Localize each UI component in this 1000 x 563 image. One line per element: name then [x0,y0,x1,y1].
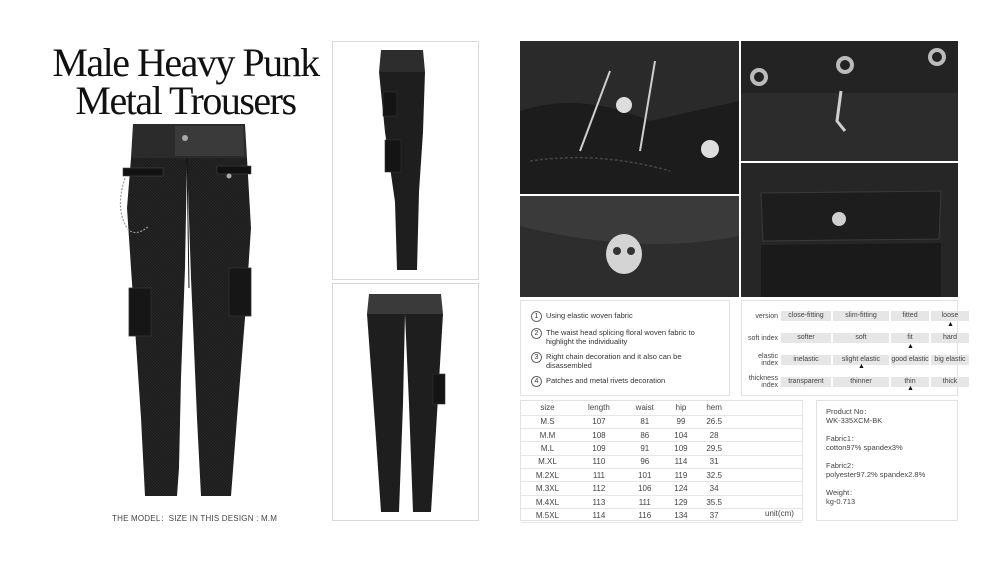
index-option: slim-fitting [833,311,889,321]
size-chart-spacer [732,428,802,441]
size-chart-cell: M.5XL [521,509,574,522]
side-view-frame [332,41,479,280]
size-chart-cell: 110 [574,455,624,468]
index-option: transparent [781,377,831,387]
size-chart-row [521,415,802,428]
product-number [826,407,948,425]
size-chart-cell: 26.5 [696,415,732,428]
weight-label: Weight： [826,488,857,497]
size-chart [520,400,803,521]
size-chart-column-header: waist [624,401,666,415]
size-chart-cell: 28 [696,428,732,441]
size-chart-cell: M.L [521,442,574,455]
size-chart-cell: 134 [666,509,697,522]
index-option: big elastic [931,355,969,365]
index-option: good elastic [891,356,929,363]
size-chart-cell: 91 [624,442,666,455]
size-chart-spacer [732,482,802,495]
detail-photo-safety-pins [520,41,739,194]
size-chart-cell: 114 [666,455,697,468]
product-info-panel [816,400,958,521]
size-chart-cell: M.S [521,415,574,428]
size-chart-cell: M.3XL [521,482,574,495]
index-row-label: thickness index [748,375,778,389]
size-chart-spacer [732,415,802,428]
back-view-photo [333,284,478,520]
size-chart-spacer [732,442,802,455]
size-chart-cell: M.M [521,428,574,441]
size-chart-cell: 81 [624,415,666,428]
index-option: slight elastic [833,355,889,365]
size-chart-cell: M.4XL [521,495,574,508]
index-row [746,333,971,343]
index-selected-marker-icon: ▲ [907,343,914,350]
size-chart-row [521,442,802,455]
front-view-photo [105,118,265,506]
size-chart-row [521,509,802,522]
index-row [746,311,971,321]
product-title [38,40,333,123]
size-chart-cell: 107 [574,415,624,428]
index-option: hard [931,333,969,343]
feature-item [531,328,719,346]
feature-text: Using elastic woven fabric [546,311,633,320]
feature-text: Right chain decoration and it also can be disassembled [546,352,682,370]
size-chart-unit: unit(cm) [765,509,794,518]
size-chart-row [521,428,802,441]
size-chart-cell: 99 [666,415,697,428]
size-chart-cell: 129 [666,495,697,508]
feature-list [520,300,730,396]
feature-item [531,352,719,370]
size-chart-column-header: length [574,401,624,415]
fabric-2-value: polyester97.2% spandex2.8% [826,470,926,479]
product-number-value: WK-335XCM-BK [826,416,883,425]
size-chart-cell: 37 [696,509,732,522]
index-option: fit [891,333,929,343]
index-selected-marker-icon: ▲ [947,321,954,328]
size-chart-row [521,495,802,508]
feature-text: The waist head splicing floral woven fabric to highlight the individuality [546,328,695,346]
size-chart-cell: 101 [624,469,666,482]
index-option: close-fitting [781,311,831,321]
feature-number-badge: 3 [531,352,542,363]
size-chart-cell: 111 [624,495,666,508]
size-chart-cell: M.XL [521,455,574,468]
size-chart-spacer [732,495,802,508]
size-chart-spacer [732,401,802,415]
index-option: inelastic [781,355,831,365]
index-option: softer [781,333,831,343]
size-chart-cell: 96 [624,455,666,468]
feature-text: Patches and metal rivets decoration [546,376,666,385]
size-chart-cell: 31 [696,455,732,468]
index-option: thin [891,377,929,387]
index-option: fitted [891,311,929,321]
back-view-frame [332,283,479,521]
product-title-line-2: Metal Trousers [75,78,296,123]
size-chart-cell: 106 [624,482,666,495]
size-chart-cell: 109 [666,442,697,455]
weight-value: kg-0.713 [826,497,856,506]
size-chart-cell: 32.5 [696,469,732,482]
size-chart-cell: 112 [574,482,624,495]
size-chart-cell: 29.5 [696,442,732,455]
size-chart-column-header: size [521,401,574,415]
weight [826,488,948,506]
size-chart-column-header: hem [696,401,732,415]
size-chart-row [521,469,802,482]
size-chart-cell: 124 [666,482,697,495]
size-chart-cell: 86 [624,428,666,441]
size-chart-row [521,482,802,495]
size-chart-cell: 116 [624,509,666,522]
index-option: thick [931,377,969,387]
fabric-index-panel [741,300,966,396]
index-row [746,375,971,389]
size-chart-spacer [732,455,802,468]
size-chart-header-row [521,401,802,415]
size-chart-spacer [732,469,802,482]
size-chart-cell: 104 [666,428,697,441]
feature-item [531,311,719,322]
fabric-1-label: Fabric1： [826,434,859,443]
model-size-caption: THE MODEL：SIZE IN THIS DESIGN : M.M [112,514,278,523]
index-selected-marker-icon: ▲ [858,363,865,370]
feature-item [531,376,719,387]
side-view-photo [333,42,478,279]
fabric-2 [826,461,948,479]
fabric-2-label: Fabric2： [826,461,859,470]
size-chart-cell: 108 [574,428,624,441]
detail-photo-eyelets-clip [741,41,958,161]
fabric-1-value: cotton97% spandex3% [826,443,903,452]
feature-number-badge: 1 [531,311,542,322]
size-chart-table [521,401,802,523]
size-chart-cell: 114 [574,509,624,522]
size-chart-cell: 111 [574,469,624,482]
size-chart-cell: 119 [666,469,697,482]
size-chart-cell: 109 [574,442,624,455]
fabric-1 [826,434,948,452]
detail-photo-skull-rivet [520,196,739,297]
index-selected-marker-icon: ▲ [907,385,914,392]
index-option: soft [833,333,889,343]
index-row-label: soft index [748,334,778,342]
feature-number-badge: 4 [531,376,542,387]
index-row-label: version [755,312,778,320]
size-chart-cell: 113 [574,495,624,508]
size-chart-cell: 34 [696,482,732,495]
product-title-line-1: Male Heavy Punk [52,40,319,85]
feature-number-badge: 2 [531,328,542,339]
size-chart-cell: M.2XL [521,469,574,482]
size-chart-column-header: hip [666,401,697,415]
index-option: thinner [833,377,889,387]
size-chart-cell: 35.5 [696,495,732,508]
size-chart-row [521,455,802,468]
detail-photo-pocket-flap [741,163,958,297]
product-number-label: Product No： [826,407,872,416]
index-row-label: elastic index [758,353,778,367]
index-option: loose [931,311,969,321]
